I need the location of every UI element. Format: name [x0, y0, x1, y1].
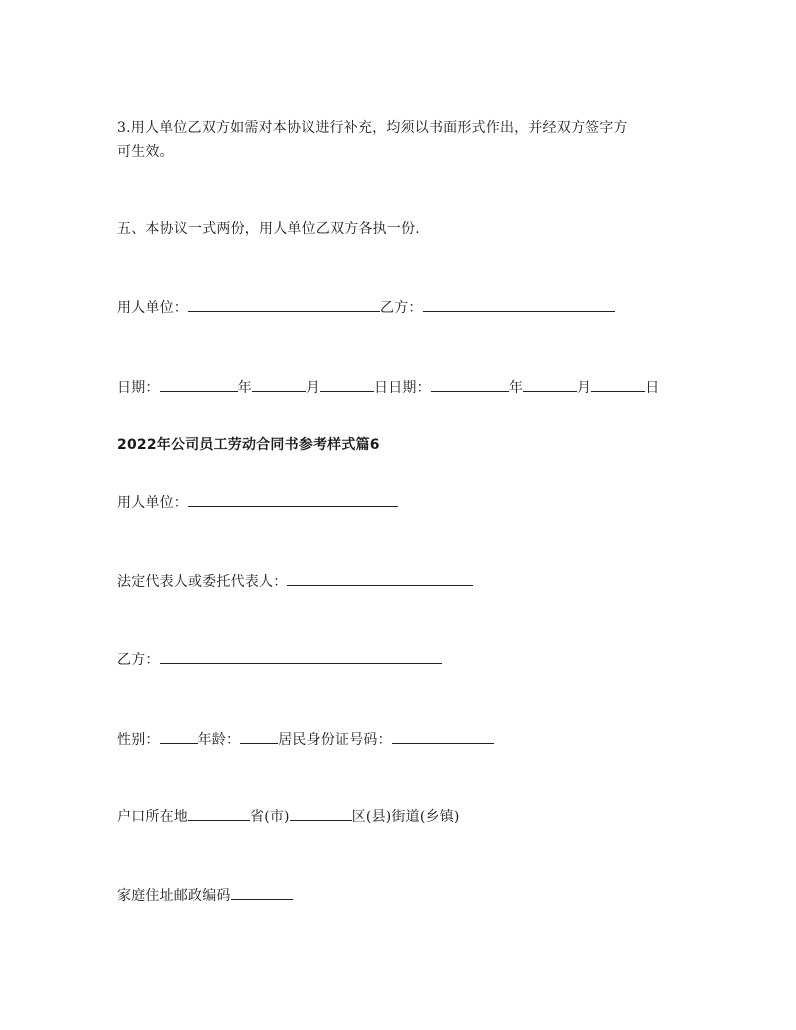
home-address-label: 家庭住址邮政编码: [117, 888, 231, 904]
employer-label: 用人单位：: [117, 495, 188, 511]
personal-info-row: [117, 728, 494, 752]
date-2-month-blank[interactable]: [523, 376, 577, 392]
hukou-label: 户口所在地: [117, 809, 188, 825]
clause-3-line-2: 可生效。: [117, 144, 174, 160]
clause-3-line-1: 3.用人单位乙双方如需对本协议进行补充，均须以书面形式作出，并经双方签字方: [117, 120, 628, 136]
date-1-year-blank[interactable]: [160, 376, 238, 392]
date-row: [117, 376, 659, 400]
signature-row: [117, 296, 615, 320]
section-heading: 2022年公司员工劳动合同书参考样式篇6: [117, 437, 380, 453]
date-1-month-blank[interactable]: [252, 376, 306, 392]
partyb-blank[interactable]: [160, 648, 442, 664]
date-1-month-label: 月: [305, 380, 321, 396]
date-2-year-label: 年: [508, 380, 524, 396]
id-label: 居民身份证号码：: [278, 732, 392, 748]
signature-employer-label: 用人单位：: [117, 300, 188, 316]
province-label: 省(市): [250, 809, 290, 825]
date-1-day-blank[interactable]: [320, 376, 374, 392]
signature-employer-blank[interactable]: [188, 296, 380, 312]
postal-code-blank[interactable]: [231, 884, 293, 900]
signature-partyb-label: 乙方：: [380, 300, 423, 316]
legal-rep-row: [117, 570, 473, 594]
age-label: 年龄：: [197, 732, 241, 748]
legal-rep-blank[interactable]: [287, 570, 473, 586]
legal-rep-label: 法定代表人或委托代表人：: [117, 574, 288, 590]
date-label-2: 日日期：: [374, 380, 431, 396]
clause-5: 五、本协议一式两份，用人单位乙双方各执一份.: [117, 221, 420, 237]
employer-blank[interactable]: [188, 491, 398, 507]
date-2-month-label: 月: [577, 380, 592, 396]
home-address-row: [117, 884, 293, 908]
hukou-row: [117, 805, 460, 829]
date-1-year-label: 年: [237, 380, 252, 396]
gender-label: 性别：: [117, 732, 160, 748]
gender-blank[interactable]: [160, 728, 198, 744]
signature-partyb-blank[interactable]: [423, 296, 615, 312]
hukou-province-blank[interactable]: [188, 805, 250, 821]
partyb-label: 乙方：: [117, 652, 160, 668]
id-number-blank[interactable]: [392, 728, 494, 744]
date-2-year-blank[interactable]: [431, 376, 509, 392]
date-2-day-blank[interactable]: [591, 376, 645, 392]
employer-row: [117, 491, 398, 515]
district-street-label: 区(县)街道(乡镇): [351, 809, 460, 825]
date-label-1: 日期：: [117, 380, 160, 396]
partyb-row: [117, 648, 442, 672]
age-blank[interactable]: [240, 728, 278, 744]
date-2-day-label: 日: [645, 380, 660, 396]
hukou-district-blank[interactable]: [290, 805, 352, 821]
